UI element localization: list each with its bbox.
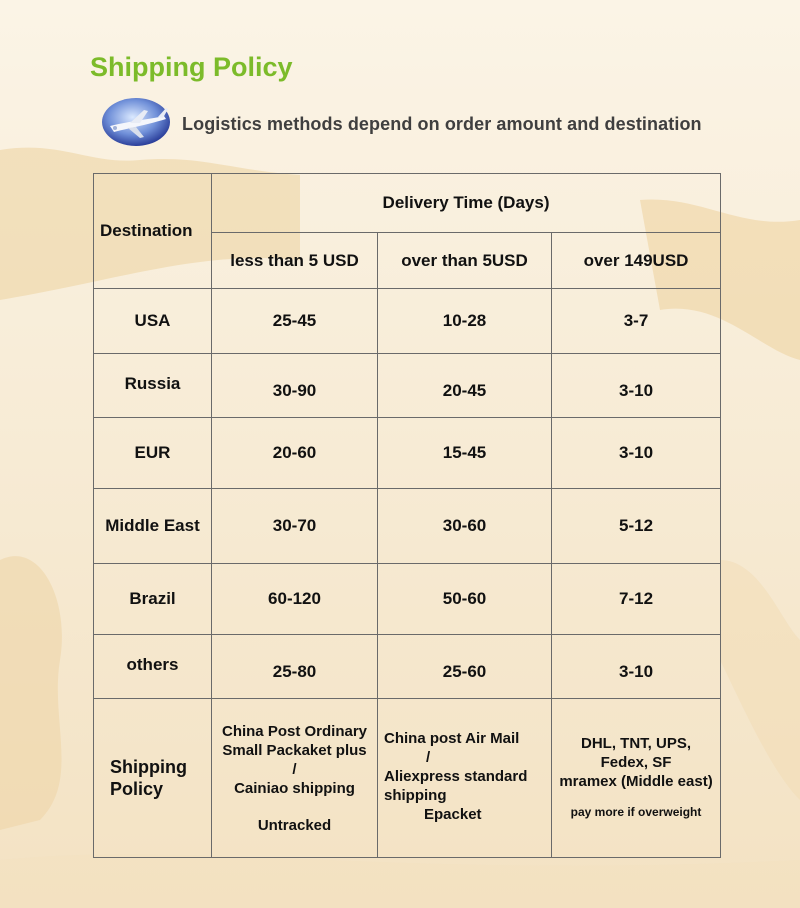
destination-russia: Russia <box>94 354 212 418</box>
delivery-time-header: Delivery Time (Days) <box>212 174 721 233</box>
policy-note: pay more if overweight <box>570 805 702 819</box>
policy-line: / <box>426 749 431 766</box>
table-cell: 3-7 <box>552 289 721 354</box>
table-row <box>94 564 721 635</box>
policy-line: Small Packaket plus <box>222 741 367 759</box>
table-cell: 30-90 <box>212 354 378 418</box>
destination-others: others <box>94 635 212 699</box>
policy-line: Untracked <box>257 816 332 834</box>
column-header-over-149: over 149USD <box>552 233 721 289</box>
policy-cell-over-5 <box>378 699 552 858</box>
table-cell: 3-10 <box>552 635 721 699</box>
destination-middle-east: Middle East <box>94 489 212 564</box>
table-cell: 10-28 <box>378 289 552 354</box>
table-cell: 30-60 <box>378 489 552 564</box>
policy-label-line: Policy <box>110 779 164 799</box>
policy-line: / <box>292 760 297 778</box>
destination-usa: USA <box>94 289 212 354</box>
shipping-table <box>93 173 721 858</box>
table-row <box>94 418 721 489</box>
policy-line: Cainiao shipping <box>234 779 355 797</box>
shipping-policy-row <box>94 699 721 858</box>
table-cell: 3-10 <box>552 354 721 418</box>
table-cell: 3-10 <box>552 418 721 489</box>
page-subtitle: Logistics methods depend on order amount and destination <box>182 114 702 134</box>
table-cell: 15-45 <box>378 418 552 489</box>
policy-cell-under-5 <box>212 699 378 858</box>
policy-line: China post Air Mail <box>384 730 520 747</box>
table-cell: 7-12 <box>552 564 721 635</box>
table-cell: 20-60 <box>212 418 378 489</box>
table-cell: 25-45 <box>212 289 378 354</box>
policy-line: mramex (Middle east) <box>559 773 713 790</box>
table-row <box>94 289 721 354</box>
policy-line: Fedex, SF <box>600 754 672 771</box>
column-header-over-5: over than 5USD <box>378 233 552 289</box>
policy-line: China Post Ordinary <box>221 722 368 740</box>
policy-line: shipping <box>384 787 447 804</box>
column-header-under-5: less than 5 USD <box>212 233 378 289</box>
table-cell: 50-60 <box>378 564 552 635</box>
table-cell: 25-80 <box>212 635 378 699</box>
page-title: Shipping Policy <box>90 52 293 82</box>
table-row <box>94 635 721 699</box>
table-cell: 5-12 <box>552 489 721 564</box>
shipping-table-wrapper <box>93 173 720 857</box>
table-row <box>94 354 721 418</box>
destination-eur: EUR <box>94 418 212 489</box>
policy-line: Epacket <box>424 806 482 823</box>
policy-line: Aliexpress standard <box>384 768 528 785</box>
destination-header: Destination <box>94 174 212 289</box>
table-cell: 60-120 <box>212 564 378 635</box>
policy-line: DHL, TNT, UPS, <box>581 735 692 752</box>
policy-label-line: Shipping <box>110 757 187 777</box>
table-cell: 25-60 <box>378 635 552 699</box>
table-cell: 20-45 <box>378 354 552 418</box>
table-row <box>94 489 721 564</box>
shipping-policy-label <box>94 699 212 858</box>
airplane-icon <box>100 96 172 148</box>
policy-cell-over-149 <box>552 699 721 858</box>
table-cell: 30-70 <box>212 489 378 564</box>
destination-brazil: Brazil <box>94 564 212 635</box>
